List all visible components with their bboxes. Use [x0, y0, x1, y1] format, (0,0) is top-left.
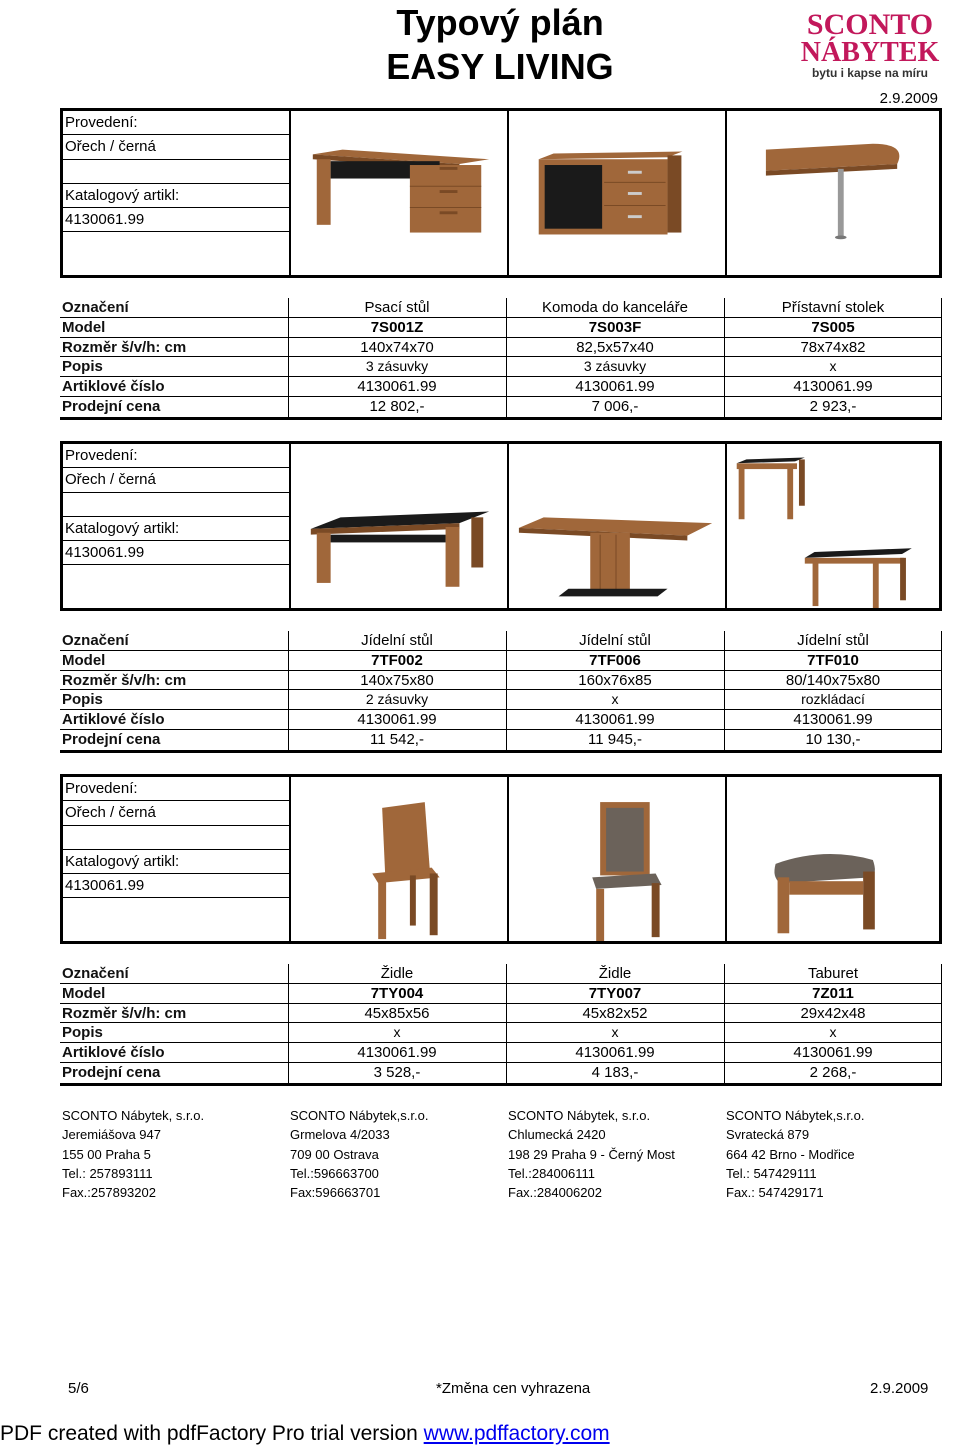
side-table-icon: [727, 111, 939, 275]
spec-value-model: 7Z011: [812, 984, 854, 1002]
spec-value-popis: x: [829, 1024, 837, 1041]
spec-value-artikl: 4130061.99: [793, 1044, 873, 1062]
spec-label-artikl: Artiklové číslo: [62, 1044, 165, 1062]
spec-value-name: Taburet: [807, 965, 859, 982]
logo-line1: SCONTO: [806, 8, 934, 41]
spec-value-popis: 2 zásuvky: [365, 691, 429, 708]
spec-divider: [724, 1004, 725, 1023]
spec-row-artikl: [60, 710, 942, 730]
price-change-note: *Změna cen vyhrazena: [436, 1380, 591, 1397]
empty-row: [63, 565, 289, 589]
spec-divider: [724, 338, 725, 357]
spec-value-popis: x: [393, 1024, 401, 1041]
spec-value-price: 2 268,-: [809, 1063, 857, 1081]
contact-praha9: SCONTO Nábytek, s.r.o. Chlumecká 2420 198 29 Praha 9 - Černý Most Tel.:284006111 Fax.:284006202: [508, 1108, 675, 1201]
spec-divider: [506, 651, 507, 670]
spec-divider: [288, 671, 289, 690]
spec-divider: [506, 1043, 507, 1062]
spec-label-cena: Prodejní cena: [62, 730, 161, 748]
provedeni-label: Provedení:: [63, 777, 289, 801]
spec-divider: [941, 1004, 942, 1023]
spec-divider: [724, 984, 725, 1003]
spec-divider: [506, 318, 507, 337]
spec-divider: [941, 730, 942, 750]
spec-divider: [724, 710, 725, 729]
product-image-frame: [60, 441, 942, 611]
spec-divider: [941, 690, 942, 709]
spec-divider: [288, 730, 289, 750]
spec-value-size: 80/140x75x80: [785, 671, 881, 689]
spec-divider: [724, 690, 725, 709]
spec-value-model: 7S003F: [588, 318, 642, 336]
spec-row-rozmer: [60, 671, 942, 691]
spec-value-artikl: 4130061.99: [357, 1044, 437, 1062]
logo-tagline: bytu i kapse na míru: [811, 66, 929, 80]
spec-divider: [506, 631, 507, 650]
product-image-frame: [60, 108, 942, 278]
spec-label-model: Model: [62, 318, 106, 336]
spec-value-size: 82,5x57x40: [576, 338, 654, 356]
spec-label-oznaceni: Označení: [62, 965, 129, 982]
spec-value-artikl: 4130061.99: [575, 1044, 655, 1062]
product-image-1: [291, 444, 509, 608]
spec-label-rozmer: Rozměr š/v/h: cm: [62, 671, 187, 689]
spec-divider: [288, 377, 289, 396]
spec-divider: [941, 964, 942, 983]
spec-divider: [724, 357, 725, 376]
spec-value-price: 2 923,-: [809, 397, 857, 415]
spec-divider: [288, 984, 289, 1003]
spec-row-cena: [60, 1063, 942, 1083]
spec-divider: [724, 964, 725, 983]
contact-brno: SCONTO Nábytek,s.r.o. Svratecká 879 664 42 Brno - Modřice Tel.: 547429111 Fax.: 547429171: [726, 1108, 865, 1201]
spec-row-popis: [60, 690, 942, 710]
spec-divider: [288, 964, 289, 983]
spec-value-name: Židle: [380, 965, 414, 982]
product-image-1: [291, 111, 509, 275]
spec-divider: [288, 318, 289, 337]
spec-value-price: 11 542,-: [370, 730, 424, 748]
spec-divider: [724, 730, 725, 750]
spec-label-model: Model: [62, 984, 106, 1002]
spec-label-oznaceni: Označení: [62, 299, 129, 316]
spec-row-artikl: [60, 1043, 942, 1063]
spec-value-name: Komoda do kanceláře: [542, 299, 688, 316]
spec-divider: [724, 651, 725, 670]
spec-row-model: [60, 318, 942, 338]
product-image-3: [727, 444, 939, 608]
spec-value-model: 7S005: [811, 318, 855, 336]
spec-row-cena: [60, 397, 942, 417]
spec-value-price: 11 945,-: [588, 730, 642, 748]
spec-row-popis: [60, 1023, 942, 1043]
spec-divider: [941, 377, 942, 396]
spec-divider: [724, 631, 725, 650]
spec-value-artikl: 4130061.99: [793, 711, 873, 729]
spec-value-model: 7S001Z: [370, 318, 424, 336]
spec-divider: [941, 1023, 942, 1042]
spec-value-size: 45x85x56: [364, 1004, 430, 1022]
spec-label-rozmer: Rozměr š/v/h: cm: [62, 1004, 187, 1022]
spec-value-popis: 3 zásuvky: [583, 358, 647, 375]
document-date: 2.9.2009: [879, 90, 938, 107]
spec-label-cena: Prodejní cena: [62, 397, 161, 415]
spec-divider: [288, 710, 289, 729]
finish-value: Ořech / černá: [63, 135, 289, 159]
spec-divider: [724, 1043, 725, 1062]
product-image-3: [727, 111, 939, 275]
product-block-3: [60, 774, 942, 1110]
product-image-2: [509, 777, 727, 941]
dining-table-icon: [291, 444, 507, 608]
spec-divider: [724, 1023, 725, 1042]
spec-row-model: [60, 651, 942, 671]
spec-divider: [288, 690, 289, 709]
spec-divider: [724, 397, 725, 417]
spec-divider: [506, 1004, 507, 1023]
upholstered-chair-icon: [509, 777, 725, 941]
spec-divider: [941, 671, 942, 690]
spec-divider: [506, 964, 507, 983]
spec-divider: [506, 298, 507, 317]
spec-divider: [941, 338, 942, 357]
spec-value-artikl: 4130061.99: [575, 711, 655, 729]
spec-value-artikl: 4130061.99: [357, 378, 437, 396]
spec-divider: [941, 397, 942, 417]
spec-value-popis: x: [611, 691, 619, 708]
spec-value-name: Psací stůl: [364, 299, 430, 316]
spec-value-popis: x: [829, 358, 837, 375]
stool-icon: [727, 777, 939, 941]
spec-label-artikl: Artiklové číslo: [62, 378, 165, 396]
product-image-2: [509, 111, 727, 275]
spec-divider: [941, 357, 942, 376]
spec-divider: [941, 710, 942, 729]
spec-value-size: 29x42x48: [800, 1004, 866, 1022]
empty-row: [63, 493, 289, 517]
spec-row-artikl: [60, 377, 942, 397]
spec-value-name: Jídelní stůl: [579, 632, 651, 649]
spec-divider: [506, 730, 507, 750]
spec-value-artikl: 4130061.99: [575, 378, 655, 396]
spec-divider: [506, 1023, 507, 1042]
product-block-1: [60, 108, 942, 444]
pedestal-table-icon: [509, 444, 725, 608]
product-spec-table: [60, 298, 942, 420]
spec-divider: [506, 984, 507, 1003]
spec-divider: [288, 651, 289, 670]
spec-label-popis: Popis: [62, 1024, 103, 1042]
spec-divider: [941, 1063, 942, 1083]
spec-value-size: 78x74x82: [800, 338, 866, 356]
spec-label-cena: Prodejní cena: [62, 1063, 161, 1081]
spec-value-name: Jídelní stůl: [797, 632, 869, 649]
spec-label-oznaceni: Označení: [62, 632, 129, 649]
spec-divider: [288, 357, 289, 376]
empty-row: [63, 160, 289, 184]
product-image-1: [291, 777, 509, 941]
spec-value-size: 45x82x52: [582, 1004, 648, 1022]
spec-value-price: 12 802,-: [369, 397, 425, 415]
provedeni-label: Provedení:: [63, 444, 289, 468]
wood-chair-icon: [291, 777, 507, 941]
katalog-label: Katalogový artikl:: [63, 517, 289, 541]
spec-divider: [724, 298, 725, 317]
footer-date: 2.9.2009: [870, 1380, 929, 1397]
katalog-label: Katalogový artikl:: [63, 184, 289, 208]
spec-value-price: 4 183,-: [591, 1063, 639, 1081]
spec-divider: [941, 1043, 942, 1062]
product-image-2: [509, 444, 727, 608]
spec-row-rozmer: [60, 1004, 942, 1024]
spec-divider: [288, 298, 289, 317]
spec-value-name: Jídelní stůl: [361, 632, 433, 649]
spec-divider: [941, 651, 942, 670]
spec-divider: [941, 298, 942, 317]
spec-divider: [506, 357, 507, 376]
spec-divider: [724, 1063, 725, 1083]
spec-value-size: 140x75x80: [360, 671, 434, 689]
sconto-logo: [800, 6, 940, 84]
contact-ostrava: SCONTO Nábytek,s.r.o. Grmelova 4/2033 709 00 Ostrava Tel.:596663700 Fax:596663701: [290, 1108, 429, 1201]
spec-divider: [724, 318, 725, 337]
block-info-column: [63, 111, 291, 275]
spec-divider: [506, 690, 507, 709]
spec-divider: [288, 1043, 289, 1062]
spec-value-model: 7TY004: [370, 984, 424, 1002]
spec-divider: [506, 1063, 507, 1083]
finish-value: Ořech / černá: [63, 468, 289, 492]
spec-divider: [288, 1063, 289, 1083]
spec-divider: [506, 710, 507, 729]
contact-praha5: SCONTO Nábytek, s.r.o. Jeremiášova 947 155 00 Praha 5 Tel.: 257893111 Fax.:257893202: [62, 1108, 205, 1201]
spec-divider: [941, 984, 942, 1003]
product-block-2: [60, 441, 942, 777]
spec-value-model: 7TF006: [589, 651, 641, 669]
spec-value-model: 7TF002: [371, 651, 423, 669]
spec-divider: [506, 338, 507, 357]
page-number: 5/6: [68, 1380, 89, 1397]
spec-value-popis: 3 zásuvky: [365, 358, 429, 375]
spec-row-model: [60, 984, 942, 1004]
spec-value-size: 140x74x70: [360, 338, 434, 356]
spec-value-artikl: 4130061.99: [793, 378, 873, 396]
spec-label-popis: Popis: [62, 691, 103, 709]
spec-value-price: 10 130,-: [805, 730, 861, 748]
desk-icon: [291, 111, 507, 275]
document-title-line2: EASY LIVING: [386, 46, 614, 87]
spec-divider: [506, 671, 507, 690]
spec-label-artikl: Artiklové číslo: [62, 711, 165, 729]
spec-row-popis: [60, 357, 942, 377]
spec-divider: [941, 631, 942, 650]
spec-value-model: 7TY007: [588, 984, 642, 1002]
spec-row-oznaceni: [60, 964, 942, 984]
spec-value-price: 7 006,-: [591, 397, 639, 415]
spec-divider: [288, 338, 289, 357]
finish-value: Ořech / černá: [63, 801, 289, 825]
spec-value-name: Přístavní stolek: [781, 299, 885, 316]
pdf-creator-note: PDF created with pdfFactory Pro trial version www.pdffactory.com: [0, 1422, 610, 1445]
spec-value-model: 7TF010: [807, 651, 859, 669]
katalog-number: 4130061.99: [63, 874, 289, 898]
spec-row-oznaceni: [60, 631, 942, 651]
spec-label-rozmer: Rozměr š/v/h: cm: [62, 338, 187, 356]
spec-label-model: Model: [62, 651, 106, 669]
block-info-column: [63, 444, 291, 608]
product-spec-table: [60, 964, 942, 1086]
katalog-label: Katalogový artikl:: [63, 850, 289, 874]
empty-row: [63, 898, 289, 922]
empty-row: [63, 826, 289, 850]
spec-divider: [288, 1023, 289, 1042]
spec-divider: [288, 631, 289, 650]
spec-row-rozmer: [60, 338, 942, 358]
spec-divider: [288, 1004, 289, 1023]
product-spec-table: [60, 631, 942, 753]
product-image-frame: [60, 774, 942, 944]
spec-divider: [506, 397, 507, 417]
spec-value-popis: x: [611, 1024, 619, 1041]
spec-row-cena: [60, 730, 942, 750]
spec-row-oznaceni: [60, 298, 942, 318]
provedeni-label: Provedení:: [63, 111, 289, 135]
pdffactory-link[interactable]: www.pdffactory.com: [423, 1422, 610, 1445]
extendable-table-icon: [727, 444, 939, 608]
document-title-line1: Typový plán: [396, 2, 604, 43]
spec-divider: [506, 377, 507, 396]
spec-divider: [724, 671, 725, 690]
spec-divider: [288, 397, 289, 417]
spec-value-size: 160x76x85: [578, 671, 652, 689]
spec-value-name: Židle: [598, 965, 632, 982]
katalog-number: 4130061.99: [63, 208, 289, 232]
spec-value-price: 3 528,-: [373, 1063, 421, 1081]
block-info-column: [63, 777, 291, 941]
spec-divider: [724, 377, 725, 396]
spec-value-popis: rozkládací: [801, 691, 865, 708]
logo-line2: NÁBYTEK: [800, 37, 940, 68]
office-chest-icon: [509, 111, 725, 275]
spec-value-artikl: 4130061.99: [357, 711, 437, 729]
katalog-number: 4130061.99: [63, 541, 289, 565]
spec-label-popis: Popis: [62, 358, 103, 376]
spec-divider: [941, 318, 942, 337]
empty-row: [63, 232, 289, 256]
product-image-3: [727, 777, 939, 941]
